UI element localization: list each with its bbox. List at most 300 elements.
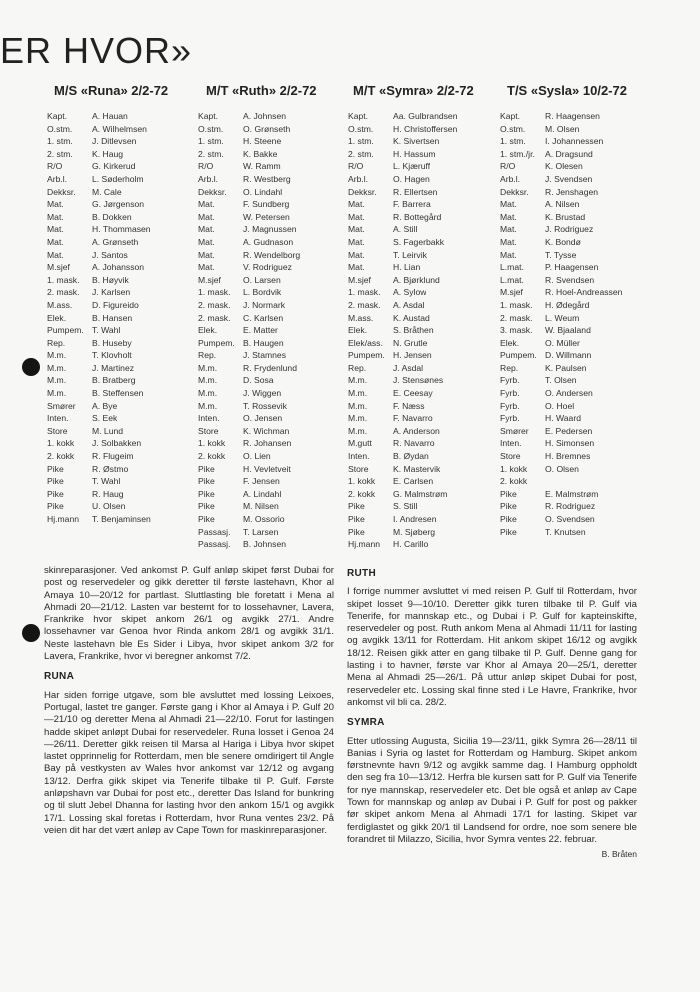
crew-rank: R/O: [198, 161, 214, 172]
crew-name: T. Wahl: [92, 325, 121, 336]
crew-rank: Rep.: [348, 362, 367, 373]
author-signature: B. Bråten: [601, 849, 637, 860]
crew-row: [47, 400, 197, 413]
crew-name: M. Olsen: [545, 123, 580, 134]
crew-rank: 2. mask.: [500, 312, 533, 323]
article-left-column: [44, 565, 334, 845]
crew-name: J. Rodriguez: [545, 224, 594, 235]
crew-rank: Smører: [500, 425, 529, 436]
crew-row: [348, 211, 498, 224]
crew-name: K. Olesen: [545, 161, 583, 172]
crew-row: [348, 186, 498, 199]
crew-row: [47, 148, 197, 161]
crew-row: [500, 374, 690, 387]
crew-rank: M.sjef: [500, 287, 523, 298]
crew-name: S. Eek: [92, 413, 118, 424]
crew-row: [500, 387, 690, 400]
crew-name: R. Haug: [92, 488, 124, 499]
crew-name: K. Austad: [393, 312, 430, 323]
crew-row: [198, 362, 346, 375]
crew-name: A. Nilsen: [545, 199, 580, 210]
crew-name: A. Dragsund: [545, 148, 593, 159]
crew-row: [348, 362, 498, 375]
crew-rank: M.sjef: [348, 274, 371, 285]
crew-name: H. Simonsen: [545, 438, 595, 449]
crew-rank: Mat.: [198, 211, 215, 222]
crew-name: T. Knutsen: [545, 526, 586, 537]
crew-name: R. Haagensen: [545, 111, 600, 121]
crew-rank: Hj.mann: [348, 539, 380, 550]
crew-name: W. Petersen: [243, 211, 290, 222]
crew-row: [348, 173, 498, 186]
crew-rank: 1. kokk: [198, 438, 226, 449]
crew-list-runa: [47, 83, 197, 526]
crew-rank: M.sjef: [198, 274, 221, 285]
crew-row: [198, 110, 346, 123]
crew-rank: Arb.l.: [198, 173, 219, 184]
crew-rank: Mat.: [500, 211, 517, 222]
crew-name: L. Bordvik: [243, 287, 282, 298]
crew-rank: R/O: [500, 161, 516, 172]
crew-row: [500, 148, 690, 161]
crew-rank: Mat.: [198, 224, 215, 235]
crew-rank: Elek.: [47, 312, 67, 323]
crew-rank: 1. stm.: [348, 136, 374, 147]
crew-row: [500, 198, 690, 211]
crew-row: [47, 513, 197, 526]
crew-name: R. Johansen: [243, 438, 292, 449]
crew-rank: O.stm.: [348, 123, 374, 134]
crew-rank: Dekksr.: [198, 186, 227, 197]
crew-rank: M.m.: [348, 425, 368, 436]
crew-rank: 1. kokk: [500, 463, 528, 474]
crew-name: H. Thommasen: [92, 224, 151, 235]
crew-rank: Elek.: [198, 325, 218, 336]
crew-rank: 1. mask.: [348, 287, 381, 298]
crew-name: D. Figureido: [92, 299, 139, 310]
crew-row: [47, 299, 197, 312]
crew-name: J. Karlsen: [92, 287, 131, 298]
crew-name: H. Lian: [393, 262, 421, 273]
crew-name: W. Bjaaland: [545, 325, 591, 336]
crew-rank: Elek/ass.: [348, 337, 383, 348]
crew-rank: Store: [198, 425, 219, 436]
crew-name: E. Malmstrøm: [545, 488, 599, 499]
crew-row: [47, 211, 197, 224]
crew-row: [348, 337, 498, 350]
crew-rank: M.ass.: [47, 299, 73, 310]
crew-name: F. Næss: [393, 400, 425, 411]
crew-name: H. Steene: [243, 136, 282, 147]
crew-row: [198, 324, 346, 337]
crew-rank: L.mat.: [500, 274, 524, 285]
crew-name: O. Lindahl: [243, 186, 283, 197]
crew-rows: [348, 110, 498, 551]
crew-row: [500, 488, 690, 501]
crew-rank: R/O: [47, 161, 63, 172]
crew-row: [500, 211, 690, 224]
crew-row: [500, 463, 690, 476]
crew-name: K. Paulsen: [545, 362, 587, 373]
crew-row: [198, 312, 346, 325]
crew-row: [500, 425, 690, 438]
crew-rank: M.m.: [47, 375, 67, 386]
crew-name: H. Jensen: [393, 350, 432, 361]
crew-row: [198, 450, 346, 463]
crew-name: N. Grutle: [393, 337, 428, 348]
crew-name: O. Müller: [545, 337, 580, 348]
crew-row: [500, 110, 690, 123]
crew-rank: Mat.: [348, 236, 365, 247]
crew-rank: Pike: [500, 501, 517, 512]
crew-rank: M.m.: [47, 388, 67, 399]
crew-row: [47, 135, 197, 148]
crew-name: O. Olsen: [545, 463, 579, 474]
crew-name: J. Magnussen: [243, 224, 297, 235]
crew-rank: Dekksr.: [500, 186, 529, 197]
crew-row: [47, 286, 197, 299]
crew-name: B. Hansen: [92, 312, 133, 323]
crew-row: [47, 475, 197, 488]
crew-row: [348, 135, 498, 148]
crew-rank: Store: [47, 425, 68, 436]
crew-row: [500, 337, 690, 350]
crew-rank: Dekksr.: [348, 186, 377, 197]
crew-row: [198, 374, 346, 387]
crew-row: [500, 261, 690, 274]
crew-name: O. Hoel: [545, 400, 575, 411]
crew-row: [348, 110, 498, 123]
crew-name: E. Pedersen: [545, 425, 593, 436]
crew-name: R. Westberg: [243, 173, 291, 184]
crew-rank: 1. stm.: [500, 136, 526, 147]
crew-rank: M.m.: [348, 375, 368, 386]
crew-name: K. Wichman: [243, 425, 290, 436]
crew-row: [500, 526, 690, 539]
crew-name: R. Flugeim: [92, 451, 134, 462]
crew-name: B. Bratberg: [92, 375, 136, 386]
crew-rank: M.m.: [348, 400, 368, 411]
crew-row: [47, 312, 197, 325]
crew-rank: Mat.: [348, 211, 365, 222]
crew-row: [348, 374, 498, 387]
crew-row: [500, 135, 690, 148]
crew-row: [198, 425, 346, 438]
crew-row: [348, 312, 498, 325]
crew-name: O. Jensen: [243, 413, 283, 424]
crew-name: O. Grønseth: [243, 123, 291, 134]
crew-row: [348, 160, 498, 173]
punch-hole: [22, 624, 40, 642]
crew-name: F. Jensen: [243, 476, 280, 487]
crew-row: [198, 400, 346, 413]
crew-rank: Pike: [500, 514, 517, 524]
crew-row: [198, 437, 346, 450]
crew-name: T. Olsen: [545, 375, 577, 386]
crew-row: [348, 526, 498, 539]
crew-row: [198, 198, 346, 211]
crew-name: R. Bottegård: [393, 211, 442, 222]
crew-rank: 1. stm.: [47, 136, 73, 147]
crew-row: [198, 488, 346, 501]
crew-row: [198, 261, 346, 274]
crew-name: F. Sundberg: [243, 199, 290, 210]
crew-row: [500, 173, 690, 186]
crew-list-ruth: [198, 83, 346, 551]
crew-name: S. Fagerbakk: [393, 236, 445, 247]
crew-name: B. Haugen: [243, 337, 284, 348]
crew-row: [500, 450, 690, 463]
crew-row: [198, 186, 346, 199]
crew-name: H. Hassum: [393, 148, 436, 159]
crew-rank: Mat.: [47, 236, 64, 247]
crew-row: [348, 513, 498, 526]
article-right-column: [347, 565, 637, 861]
crew-rank: 2. stm.: [47, 148, 73, 159]
crew-rank: Mat.: [198, 199, 215, 210]
crew-name: H. Bremnes: [545, 451, 591, 462]
crew-name: K. Haug: [92, 148, 124, 159]
crew-row: [198, 173, 346, 186]
crew-rank: Mat.: [47, 199, 64, 210]
crew-row: [47, 337, 197, 350]
crew-row: [198, 148, 346, 161]
crew-row: [47, 374, 197, 387]
crew-row: [47, 362, 197, 375]
crew-name: G. Jørgenson: [92, 199, 145, 210]
crew-name: A. Sylow: [393, 287, 427, 298]
ship-heading: M/S «Runa» 2/2-72: [54, 83, 169, 98]
crew-rank: 2. stm.: [348, 148, 374, 159]
crew-name: K. Sivertsen: [393, 136, 440, 147]
crew-row: [348, 198, 498, 211]
crew-rank: Pike: [47, 501, 64, 512]
article-paragraph: skinreparasjoner. Ved ankomst P. Gulf anløp skipet først Dubai for post og reservedeler og gikk deretter til første lastehavn, Khor al Amaya 10—20/12 for partlast. Sluttlasting ble foretatt i Mena al Ahmadi 20—21/12. Lasten var bestemt for to lossehavner, Lavera, Frankrike hvor skipet ankom 26/1 og avgikk 27/1. Andre lossehavner var Genoa hvor Rinda ankom 28/1 og avgikk 31/1. Neste lastehavn ble Es Sider i Libya, hvor skipet ankom 3/2 for Lavera, Frankrike, hvor vi beregner ankomst 7/2.: [44, 565, 334, 663]
crew-rank: 3. mask.: [500, 325, 533, 336]
crew-name: L. Weum: [545, 312, 580, 323]
crew-name: R. Svendsen: [545, 274, 595, 285]
crew-row: [47, 198, 197, 211]
crew-rank: Inten.: [348, 451, 370, 462]
crew-name: J. Stamnes: [243, 350, 286, 361]
crew-name: B. Øydan: [393, 451, 429, 462]
crew-row: [500, 236, 690, 249]
crew-name: J. Normark: [243, 299, 286, 310]
crew-name: T. Rossevik: [243, 400, 287, 411]
crew-rank: Mat.: [500, 249, 517, 260]
crew-row: [198, 249, 346, 262]
crew-row: [47, 173, 197, 186]
crew-row: [348, 349, 498, 362]
crew-rank: M.m.: [47, 362, 67, 373]
crew-rank: 1. mask.: [198, 287, 231, 298]
crew-row: [47, 349, 197, 362]
crew-name: B. Johnsen: [243, 539, 286, 550]
crew-row: [47, 412, 197, 425]
crew-row: [348, 538, 498, 551]
crew-rank: Mat.: [348, 249, 365, 260]
crew-name: J. Martinez: [92, 362, 135, 373]
crew-name: B. Huseby: [92, 337, 132, 348]
crew-rank: Mat.: [198, 262, 215, 273]
crew-row: [348, 500, 498, 513]
crew-row: [47, 500, 197, 513]
crew-name: H. Waard: [545, 413, 581, 424]
crew-name: M. Sjøberg: [393, 526, 436, 537]
crew-row: [500, 349, 690, 362]
ship-heading: M/T «Symra» 2/2-72: [353, 83, 474, 98]
crew-row: [198, 526, 346, 539]
crew-name: A. Wilhelmsen: [92, 123, 147, 134]
crew-rank: M.m.: [198, 375, 218, 386]
crew-name: B. Steffensen: [92, 388, 144, 399]
crew-name: O. Svendsen: [545, 514, 595, 524]
crew-list-sysla: [500, 83, 690, 538]
crew-row: [500, 299, 690, 312]
crew-row: [348, 324, 498, 337]
crew-rank: Pike: [198, 501, 215, 512]
crew-row: [47, 186, 197, 199]
crew-row: [47, 450, 197, 463]
crew-rank: M.m.: [47, 350, 67, 361]
crew-rank: Elek.: [348, 325, 368, 336]
crew-row: [348, 475, 498, 488]
crew-name: H. Ødegård: [545, 299, 590, 310]
crew-rank: Passasj.: [198, 539, 231, 550]
crew-rank: Pike: [198, 488, 215, 499]
crew-rank: Pike: [198, 463, 215, 474]
crew-rank: Kapt.: [47, 111, 68, 121]
crew-row: [500, 123, 690, 136]
crew-name: F. Navarro: [393, 413, 433, 424]
crew-name: M. Nilsen: [243, 501, 279, 512]
crew-row: [47, 463, 197, 476]
crew-row: [47, 223, 197, 236]
crew-name: M. Lund: [92, 425, 124, 436]
crew-rank: Arb.l.: [47, 173, 68, 184]
crew-row: [348, 488, 498, 501]
crew-name: S. Bråthen: [393, 325, 434, 336]
crew-name: D. Sosa: [243, 375, 274, 386]
crew-rank: M.gutt: [348, 438, 372, 449]
crew-row: [348, 463, 498, 476]
crew-row: [500, 475, 690, 488]
crew-rank: Kapt.: [348, 111, 369, 121]
crew-row: [47, 249, 197, 262]
crew-rank: Mat.: [198, 236, 215, 247]
crew-row: [198, 387, 346, 400]
crew-name: T. Tysse: [545, 249, 577, 260]
crew-rank: O.stm.: [198, 123, 224, 134]
crew-rank: L.mat.: [500, 262, 524, 273]
crew-row: [198, 538, 346, 551]
crew-name: A. Johansson: [92, 262, 145, 273]
crew-name: F. Barrera: [393, 199, 431, 210]
crew-row: [348, 286, 498, 299]
section-heading-ruth: RUTH: [347, 568, 376, 579]
crew-rank: Pike: [500, 526, 517, 537]
crew-row: [500, 437, 690, 450]
crew-name: K. Bakke: [243, 148, 278, 159]
crew-rank: Mat.: [47, 211, 64, 222]
crew-rank: 1. mask.: [47, 274, 80, 285]
crew-name: G. Kirkerud: [92, 161, 136, 172]
crew-rank: Pumpem.: [198, 337, 235, 348]
crew-row: [198, 299, 346, 312]
crew-name: E. Carlsen: [393, 476, 434, 487]
page-title: ER HVOR»: [0, 30, 193, 71]
crew-row: [47, 160, 197, 173]
crew-name: A. Hauan: [92, 111, 128, 121]
crew-rank: 2. kokk: [198, 451, 226, 462]
crew-name: I. Johannessen: [545, 136, 604, 147]
crew-name: I. Andresen: [393, 514, 437, 524]
crew-name: H. Christoffersen: [393, 123, 458, 134]
crew-rank: 1. mask.: [500, 299, 533, 310]
crew-rank: Mat.: [47, 224, 64, 235]
crew-row: [500, 362, 690, 375]
crew-rank: Mat.: [500, 199, 517, 210]
article-paragraph: Har siden forrige utgave, som ble avsluttet med lossing Leixoes, Portugal, lastet tre ganger. Første gang i Khor al Amaya i P. Gulf 20—21/10 og deretter Mena al Ahmadi 21—22/10. Forut for lastingen hadde skipet anløpt Dubai for reservedeler. Runa losset i Genoa 24—26/11. Deretter gikk reisen til Marsa al Hariga i Libya hvor skipet lastet opprinnelig for Rotterdam, men ble senere omdirigert til Angle Bay på vestkysten av Wales hvor ankomst var 12/12 og avgang 13/12. Derfra gikk skipet via Tenerife tilbake til P. Gulf. Første anløpshavn var Dubai for post etc., deretter Das Island for bunkring og til slutt Jebel Dhanna for lasting hvor den ankom 15/1 og avgikk 17/1. Lossing skal foretas i Rotterdam, hvor Runa ventes 23/2. På veien dit har det vært anløp av Cape Town for maskinreparasjoner.: [44, 689, 334, 836]
crew-row: [500, 412, 690, 425]
crew-row: [348, 437, 498, 450]
crew-row: [47, 425, 197, 438]
crew-rank: Pumpem.: [500, 350, 537, 361]
crew-row: [47, 387, 197, 400]
crew-rank: Pike: [500, 488, 517, 499]
crew-rank: 1. stm.: [198, 136, 224, 147]
crew-rank: M.m.: [198, 362, 218, 373]
crew-name: J. Stensønes: [393, 375, 444, 386]
crew-row: [198, 463, 346, 476]
crew-name: J. Wiggen: [243, 388, 282, 399]
crew-rank: Passasj.: [198, 526, 231, 537]
crew-rank: M.ass.: [348, 312, 374, 323]
crew-name: A. Lindahl: [243, 488, 282, 499]
crew-name: T. Leirvik: [393, 249, 427, 260]
crew-rank: O.stm.: [500, 123, 526, 134]
crew-rank: Inten.: [47, 413, 69, 424]
crew-name: O. Larsen: [243, 274, 281, 285]
crew-name: A. Asdal: [393, 299, 425, 310]
crew-row: [198, 286, 346, 299]
crew-rank: Pike: [348, 514, 365, 524]
crew-row: [198, 236, 346, 249]
crew-rank: Inten.: [198, 413, 220, 424]
crew-name: A. Gudnason: [243, 236, 294, 247]
crew-name: T. Wahl: [92, 476, 121, 487]
crew-rank: Mat.: [348, 199, 365, 210]
ship-heading: M/T «Ruth» 2/2-72: [206, 83, 317, 98]
crew-row: [47, 123, 197, 136]
crew-row: [198, 513, 346, 526]
crew-row: [198, 412, 346, 425]
crew-row: [348, 425, 498, 438]
crew-row: [198, 349, 346, 362]
crew-name: B. Dokken: [92, 211, 132, 222]
crew-row: [500, 160, 690, 173]
crew-row: [198, 211, 346, 224]
crew-rank: Smører: [47, 400, 76, 411]
crew-row: [500, 286, 690, 299]
crew-name: O. Hagen: [393, 173, 430, 184]
crew-rank: R/O: [348, 161, 364, 172]
crew-rank: 2. kokk: [47, 451, 75, 462]
crew-rank: 2. kokk: [348, 488, 376, 499]
crew-name: T. Larsen: [243, 526, 279, 537]
section-heading-runa: RUNA: [44, 671, 75, 683]
crew-rank: 1. stm./jr.: [500, 148, 535, 159]
